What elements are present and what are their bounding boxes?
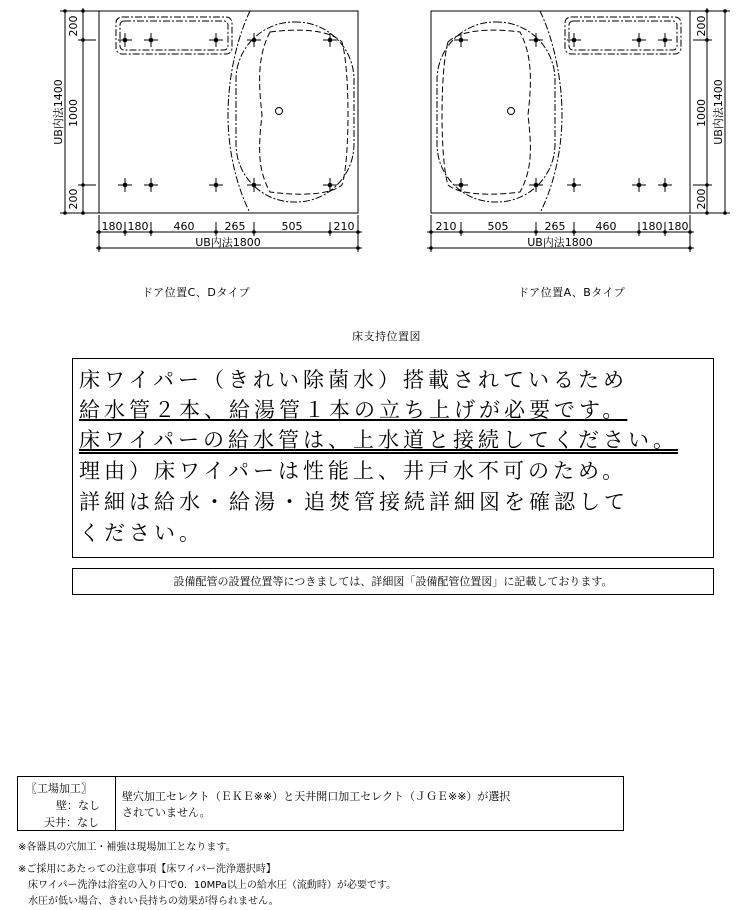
right-hdim-5: 180 [641, 220, 663, 233]
left-vdim-total: UB内法1400 [52, 79, 65, 145]
left-hdim-6: 210 [333, 220, 355, 233]
right-vdim-total: UB内法1400 [712, 79, 725, 145]
notice-line: 給水管２本、給湯管１本の立ち上げが必要です。 [79, 398, 628, 422]
left-plan-caption: ドア位置C、Dタイプ [142, 286, 251, 299]
right-vdim-top: 200 [695, 15, 708, 37]
footnote-1: ※各器具の穴加工・補強は現場加工となります。 [18, 842, 236, 853]
notice-line: 理由）床ワイパーは性能上、井戸水不可のため。 [79, 459, 628, 483]
notice-box [72, 358, 714, 558]
factory-desc-line2: されていません。 [122, 806, 211, 819]
left-vdim-bottom: 200 [67, 188, 80, 210]
support-mark [454, 33, 672, 192]
left-hdim-3: 460 [173, 220, 195, 233]
notice-line: ください。 [79, 521, 204, 545]
left-hdim-4: 265 [224, 220, 246, 233]
right-hdim-2: 505 [487, 220, 509, 233]
factory-label-cell [18, 777, 116, 830]
right-hdim-total: UB内法1800 [527, 236, 593, 249]
notice-line: 床ワイパーの給水管は、上水道と接続してください。 [79, 428, 678, 452]
right-vdim-mid: 1000 [695, 99, 708, 127]
right-hdim-1: 210 [435, 220, 457, 233]
figure-title: 床支持位置図 [352, 330, 421, 343]
right-hdim-6: 180 [667, 220, 689, 233]
left-hdim-5: 505 [281, 220, 303, 233]
notice-line: 床ワイパー（きれい除菌水）搭載されているため [79, 368, 628, 392]
support-mark [118, 33, 337, 192]
right-vdim-bottom: 200 [695, 188, 708, 210]
left-vdim-top: 200 [67, 15, 80, 37]
right-plan-caption: ドア位置A、Bタイプ [518, 286, 626, 299]
right-floor-plan [427, 8, 730, 252]
left-hdim-total: UB内法1800 [195, 236, 261, 249]
footnote-3: 床ワイパー洗浄は浴室の入り口で0．10MPa以上の給水圧（流動時）が必要です。 [28, 880, 397, 891]
left-hdim-1: 180 [101, 220, 123, 233]
right-hdim-4: 460 [595, 220, 617, 233]
factory-desc-line1: 壁穴加工セレクト（ＥＫＥ※※）と天井開口加工セレクト（ＪＧＥ※※）が選択 [122, 790, 511, 803]
factory-desc-cell [122, 789, 510, 821]
left-vdim-mid: 1000 [67, 99, 80, 127]
factory-ceiling: 天井：なし [44, 816, 99, 829]
right-hdim-3: 265 [544, 220, 566, 233]
footnote-2: ※ご採用にあたっての注意事項【床ワイパー洗浄選択時】 [18, 864, 276, 875]
left-floor-plan [51, 8, 362, 252]
reference-note: 設備配管の設置位置等につきましては、詳細図「設備配管位置図」に記載しております。 [72, 568, 714, 595]
floor-support-drawings [0, 0, 748, 340]
footnote-4: 水圧が低い場合、きれい長持ちの効果が得られません。 [28, 896, 279, 907]
factory-title: 〖工場加工〗 [26, 782, 92, 795]
factory-wall: 壁：なし [56, 799, 100, 812]
left-hdim-2: 180 [127, 220, 149, 233]
factory-processing-table [17, 776, 624, 831]
notice-line: 詳細は給水・給湯・追焚管接続詳細図を確認して [79, 490, 629, 514]
